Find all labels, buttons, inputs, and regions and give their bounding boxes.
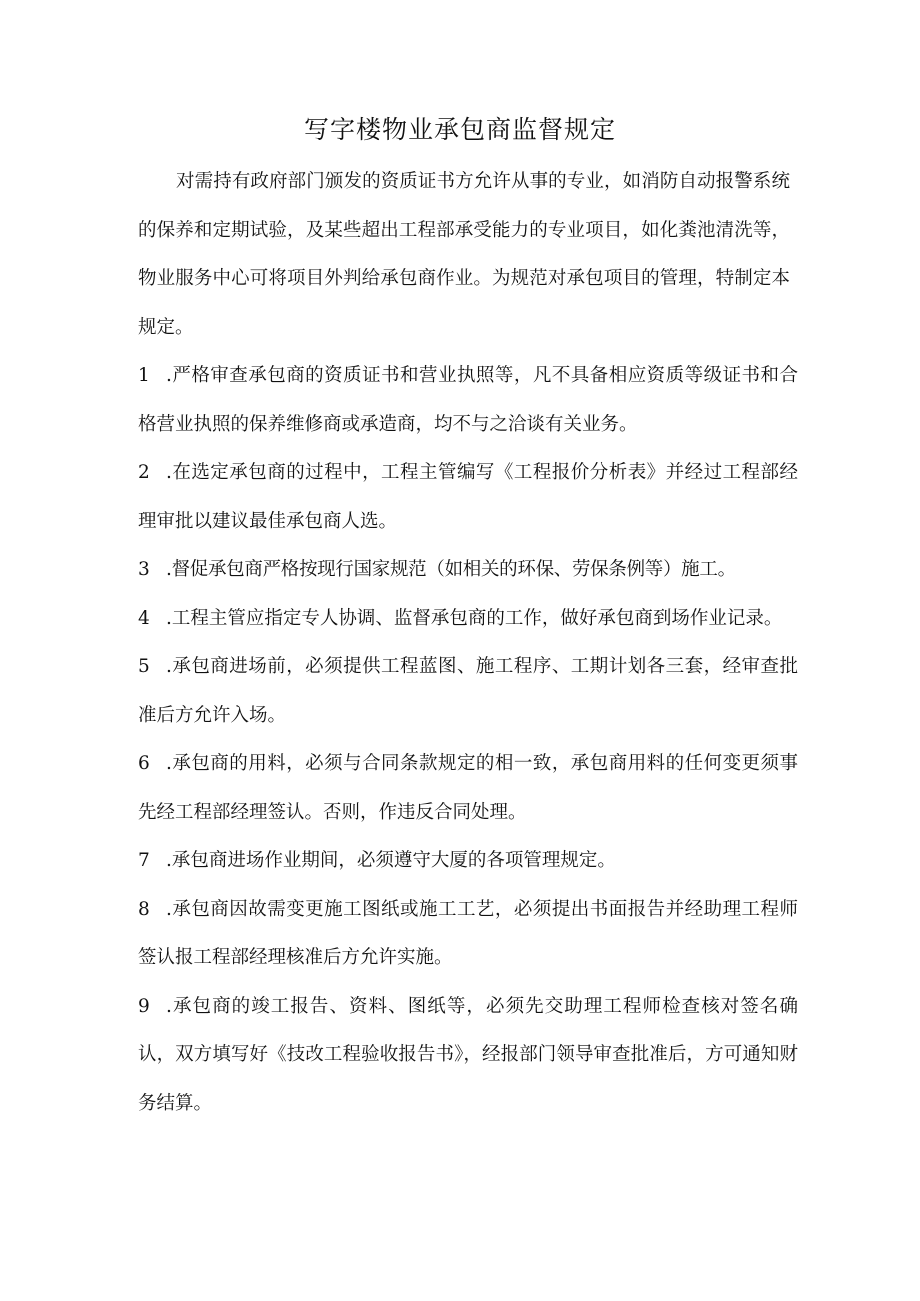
item-text: .承包商因故需变更施工图纸或施工工艺，必须提出书面报告并经助理工程师签认报工程部经理核准后方允许实施。 <box>138 898 798 968</box>
item-number: 6 <box>138 753 150 774</box>
item-text: .承包商的竣工报告、资料、图纸等，必须先交助理工程师检查核对签名确认，双方填写好《技改工程验收报告书》，经报部门领导审查批准后，方可通知财务结算。 <box>138 995 798 1114</box>
intro-paragraph: 对需持有政府部门颁发的资质证书方允许从事的专业，如消防自动报警系统的保养和定期试验，及某些超出工程部承受能力的专业项目，如化粪池清洗等，物业服务中心可将项目外判给承包商作业。为规范对承包项目的管理，特制定本规定。 <box>138 171 790 338</box>
item-number: 3 <box>138 559 150 580</box>
regulation-item-4 <box>138 595 798 644</box>
item-number: 9 <box>138 995 150 1017</box>
regulation-list <box>138 352 798 1128</box>
item-number: 5 <box>138 656 150 677</box>
item-number: 2 <box>138 462 150 483</box>
regulation-item-7 <box>138 837 798 886</box>
item-text: .承包商进场前，必须提供工程蓝图、施工程序、工期计划各三套，经审查批准后方允许入场。 <box>138 656 798 726</box>
regulation-item-2 <box>138 449 798 546</box>
item-number: 4 <box>138 607 150 629</box>
regulation-item-8 <box>138 886 798 983</box>
item-text: .承包商的用料，必须与合同条款规定的相一致，承包商用料的任何变更须事先经工程部经理签认。否则，作违反合同处理。 <box>138 753 798 823</box>
regulation-item-6 <box>138 740 798 837</box>
item-text: .工程主管应指定专人协调、监督承包商的工作，做好承包商到场作业记录。 <box>166 607 783 629</box>
item-text: .在选定承包商的过程中，工程主管编写《工程报价分析表》并经过工程部经理审批以建议最佳承包商人选。 <box>138 462 798 532</box>
regulation-item-3 <box>138 546 798 595</box>
regulation-item-5 <box>138 643 798 740</box>
item-text: .严格审查承包商的资质证书和营业执照等，凡不具备相应资质等级证书和合格营业执照的保养维修商或承造商，均不与之洽谈有关业务。 <box>138 365 798 435</box>
document-title: 写字楼物业承包商监督规定 <box>303 115 616 144</box>
item-text: .承包商进场作业期间，必须遵守大厦的各项管理规定。 <box>166 850 616 871</box>
item-number: 8 <box>138 898 150 920</box>
regulation-item-9 <box>138 983 798 1129</box>
item-text: .督促承包商严格按现行国家规范（如相关的环保、劳保条例等）施工。 <box>166 559 736 580</box>
item-number: 1 <box>138 365 150 386</box>
regulation-item-1 <box>138 352 798 449</box>
item-number: 7 <box>138 850 150 871</box>
